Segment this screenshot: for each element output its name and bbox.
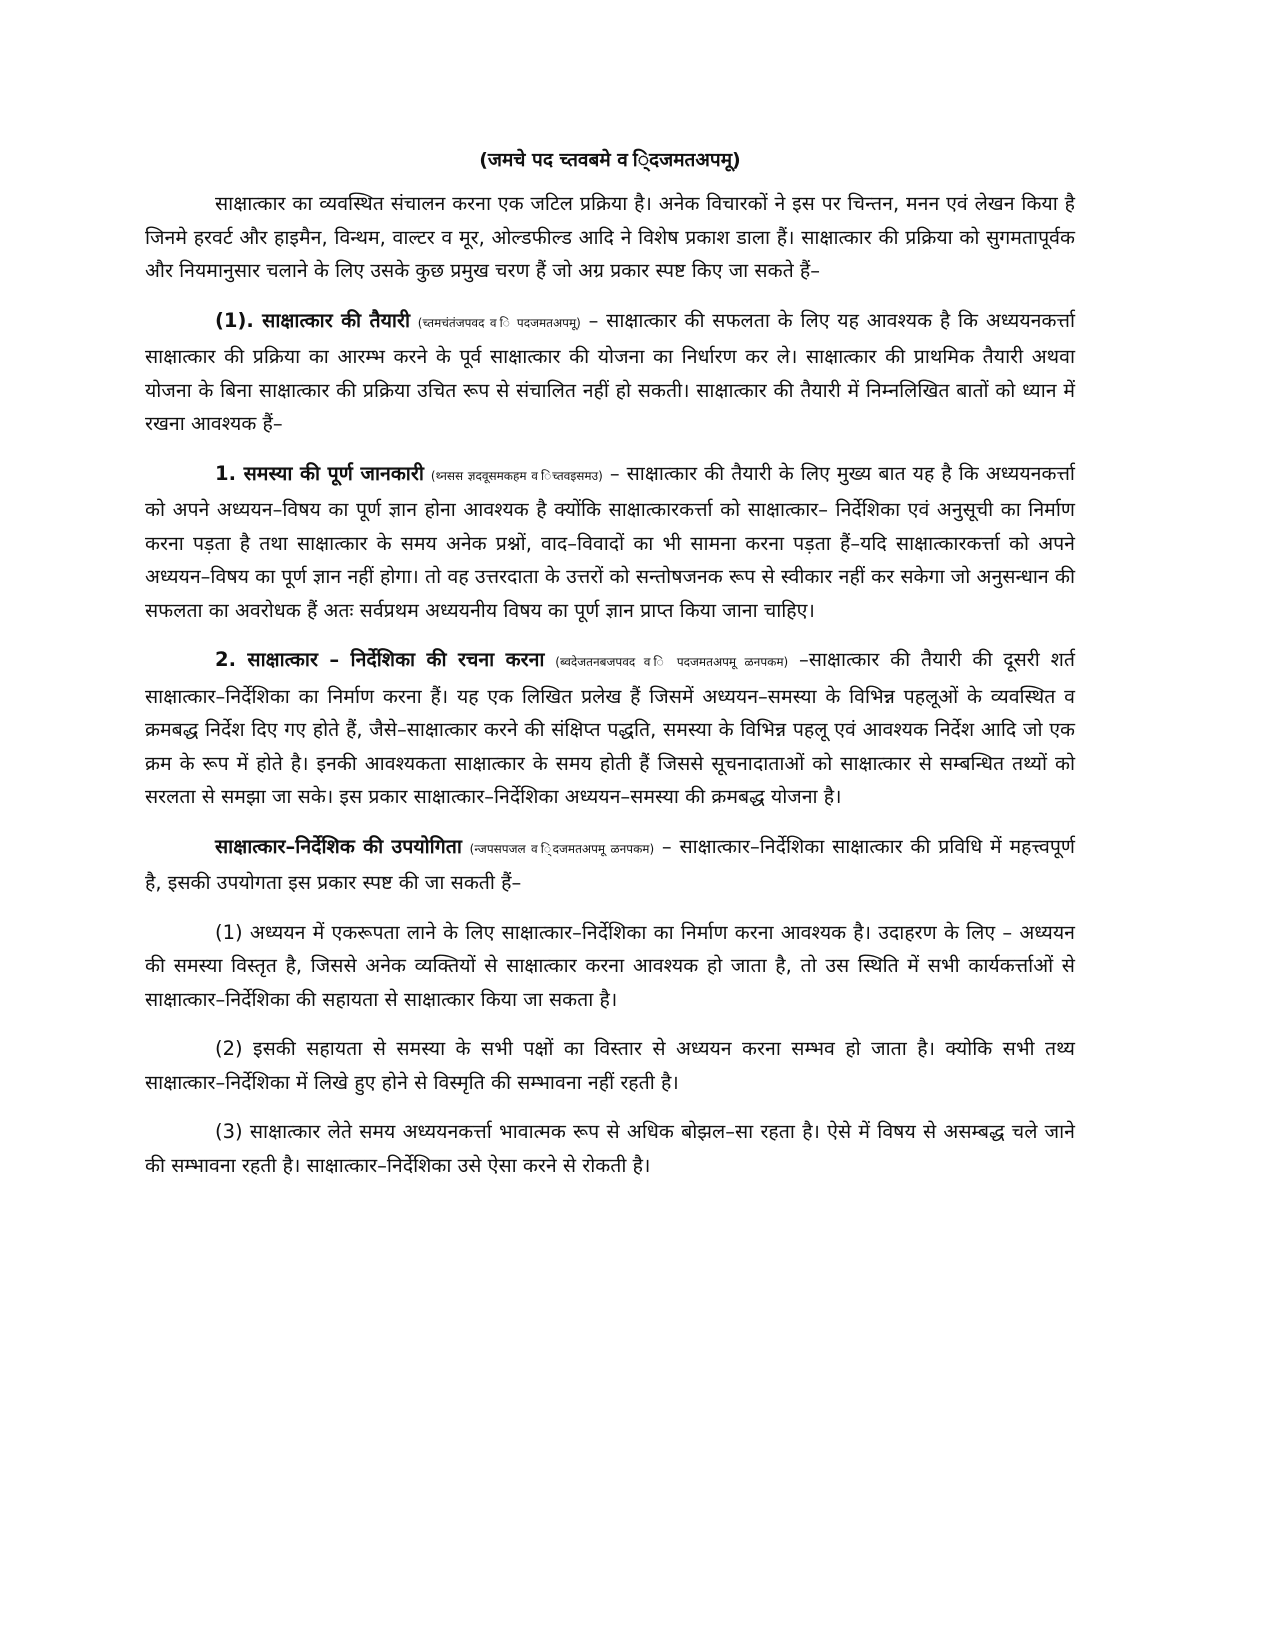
- utility-paragraph: [145, 830, 1075, 900]
- point-2-paragraph: [145, 643, 1075, 814]
- utility-item-3: (3) साक्षात्कार लेते समय अध्ययनकर्त्ता भावात्मक रूप से अधिक बोझल–सा रहता है। ऐसे में विषय से असम्बद्ध चले जाने की सम्भावना रहती है। साक्षात्कार–निर्देशिका उसे ऐसा करने से रोकती है।: [145, 1120, 1075, 1177]
- point-1-garbled-label: (थ्नसस ज्ञदवूसमकहम व िच्तवइसमउ): [430, 468, 603, 483]
- point-2-garbled-label: (ब्वदेजतनबजपवद व ि पदजमतअपमू ळनपकम): [555, 655, 789, 669]
- utility-text: – साक्षात्कार–निर्देशिका साक्षात्कार की प्रविधि में महत्त्वपूर्ण है, इसकी उपयोगता इस प्रकार स्पष्ट की जा सकती हैं–: [145, 834, 1075, 894]
- point-1-text: – साक्षात्कार की तैयारी के लिए मुख्य बात यह है कि अध्ययनकर्त्ता को अपने अध्ययन–विषय का पूर्ण ज्ञान होना आवश्यक है क्योंकि साक्षात्कारकर्त्ता को साक्षात्कार– निर्देशिका एवं अनुसूची का निर्माण करना पड़ता है तथा साक्षात्कार के समय अनेक प्रश्नों, वाद–विवादों का भी सामना करना पड़ता हैं–यदि साक्षात्कारकर्त्ता को अपने अध्ययन–विषय का पूर्ण ज्ञान नहीं होगा। तो वह उत्तरदाता के उत्तरों को सन्तोषजनक रूप से स्वीकार नहीं कर सकेगा जो अनुसन्धान की सफलता का अवरोधक हैं अतः सर्वप्रथम अध्ययनीय विषय का पूर्ण ज्ञान प्राप्त किया जाना चाहिए।: [145, 461, 1075, 622]
- point-1-heading: 1. समस्या की पूर्ण जानकारी: [215, 461, 424, 485]
- point-2-text: –साक्षात्कार की तैयारी की दूसरी शर्त साक्षात्कार–निर्देशिका का निर्माण करना हैं। यह एक लिखित प्रलेख हैं जिसमें अध्ययन–समस्या के विभिन्न पहलूओं के व्यवस्थित व क्रमबद्ध निर्देश दिए गए होते हैं, जैसे–साक्षात्कार करने की संक्षिप्त पद्धति, समस्या के विभिन्न पहलू एवं आवश्यक निर्देश आदि जो एक क्रम के रूप में होते है। इनकी आवश्यकता साक्षात्कार के समय होती हैं जिससे सूचनादाताओं को साक्षात्कार से सम्बन्धित तथ्यों को सरलता से समझा जा सके। इस प्रकार साक्षात्कार–निर्देशिका अध्ययन–समस्या की क्रमबद्ध योजना है।: [145, 648, 1075, 808]
- point-2-heading: 2. साक्षात्कार – निर्देशिका की रचना करना: [215, 648, 545, 671]
- utility-item-1: (1) अध्ययन में एकरूपता लाने के लिए साक्षात्कार–निर्देशिका का निर्माण करना आवश्यक है। उदाहरण के लिए – अध्ययन की समस्या विस्तृत है, जिससे अनेक व्यक्तियों से साक्षात्कार करना आवश्यक हो जाता है, तो उस स्थिति में सभी कार्यकर्त्ताओं से साक्षात्कार–निर्देशिका की सहायता से साक्षात्कार किया जा सकता है।: [145, 920, 1075, 1011]
- section-1-garbled-label: (च्तमचंतंजपवद व ि पदजमतअपमू): [417, 315, 581, 330]
- section-1-text: – साक्षात्कार की सफलता के लिए यह आवश्यक है कि अध्ययनकर्त्ता साक्षात्कार की प्रक्रिया का आरम्भ करने के पूर्व साक्षात्कार की योजना का निर्धारण कर ले। साक्षात्कार की प्राथमिक तैयारी अथवा योजना के बिना साक्षात्कार की प्रक्रिया उचित रूप से संचालित नहीं हो सकती। साक्षात्कार की तैयारी में निम्नलिखित बातों को ध्यान में रखना आवश्यक हैं–: [145, 308, 1075, 435]
- utility-heading: साक्षात्कार–निर्देशिक की उपयोगिता: [215, 834, 462, 858]
- utility-garbled-label: (न्जपसपजल व ि्दजमतअपमू ळनपकम): [469, 841, 655, 856]
- section-1-paragraph: [145, 304, 1075, 441]
- document-page: [145, 145, 1075, 1198]
- intro-paragraph: साक्षात्कार का व्यवस्थित संचालन करना एक जटिल प्रक्रिया है। अनेक विचारकों ने इस पर चिन्तन, मनन एवं लेखन किया है जिनमे हरवर्ट और हाइमैन, विन्थम, वाल्टर व मूर, ओल्डफील्ड आदि ने विशेष प्रकाश डाला हैं। साक्षात्कार की प्रक्रिया को सुगमतापूर्वक और नियमानुसार चलाने के लिए उसके कुछ प्रमुख चरण हैं जो अग्र प्रकार स्पष्ट किए जा सकते हैं–: [145, 192, 1075, 282]
- section-1-heading: (1). साक्षात्कार की तैयारी: [215, 308, 410, 332]
- point-1-paragraph: [145, 457, 1075, 628]
- utility-item-2: (2) इसकी सहायता से समस्या के सभी पक्षों का विस्तार से अध्ययन करना सम्भव हो जाता है। क्योकि सभी तथ्य साक्षात्कार–निर्देशिका में लिखे हुए होने से विस्मृति की सम्भावना नहीं रहती है।: [145, 1037, 1075, 1094]
- document-subtitle: (जमचे पद च्तवबमे व ि्दजमतअपमू): [479, 149, 741, 171]
